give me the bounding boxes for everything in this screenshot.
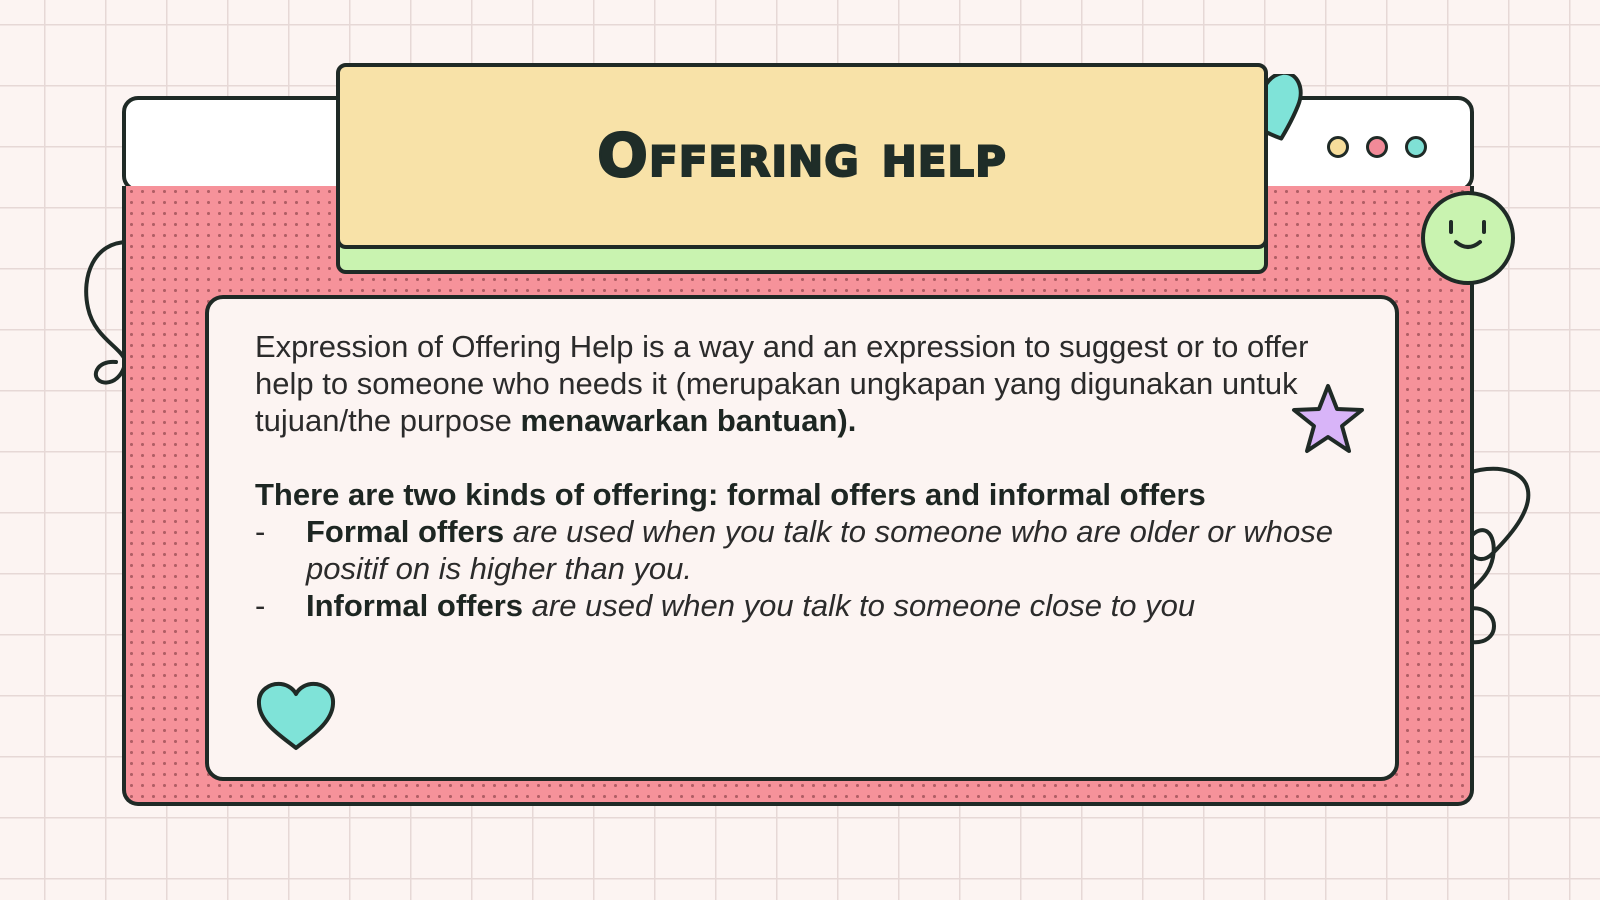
bullet-term: Formal offers <box>306 514 505 549</box>
bullet-description: are used when you talk to someone who are older or whose positif on is higher than you. <box>306 514 1333 586</box>
bullet-marker: - <box>255 514 266 549</box>
content-text <box>255 328 1355 624</box>
window-dot-pink[interactable] <box>1366 136 1388 158</box>
bullet-text <box>306 513 1355 587</box>
smiley-face-icon <box>1418 188 1518 288</box>
intro-regular: Expression of Offering Help is a way and an expression to suggest or to offer help to someone who needs it (merupakan ungkapan yang digunakan untuk tujuan/the purpose <box>255 329 1309 438</box>
bullet-text <box>306 587 1195 624</box>
heart-icon <box>254 680 338 754</box>
list-item <box>255 587 1355 624</box>
intro-paragraph <box>255 328 1355 439</box>
title-banner <box>336 63 1268 249</box>
kinds-heading: There are two kinds of offering: formal offers and informal offers <box>255 477 1206 512</box>
bullet-term: Informal offers <box>306 588 524 623</box>
window-dot-yellow[interactable] <box>1327 136 1349 158</box>
bullet-description: are used when you talk to someone close to you <box>523 588 1196 623</box>
page-title: Offering help <box>597 121 1007 191</box>
intro-bold: menawarkan bantuan). <box>520 403 857 438</box>
bullet-marker: - <box>255 588 266 623</box>
list-item <box>255 513 1355 587</box>
star-icon <box>1288 380 1368 460</box>
window-dot-teal[interactable] <box>1405 136 1427 158</box>
